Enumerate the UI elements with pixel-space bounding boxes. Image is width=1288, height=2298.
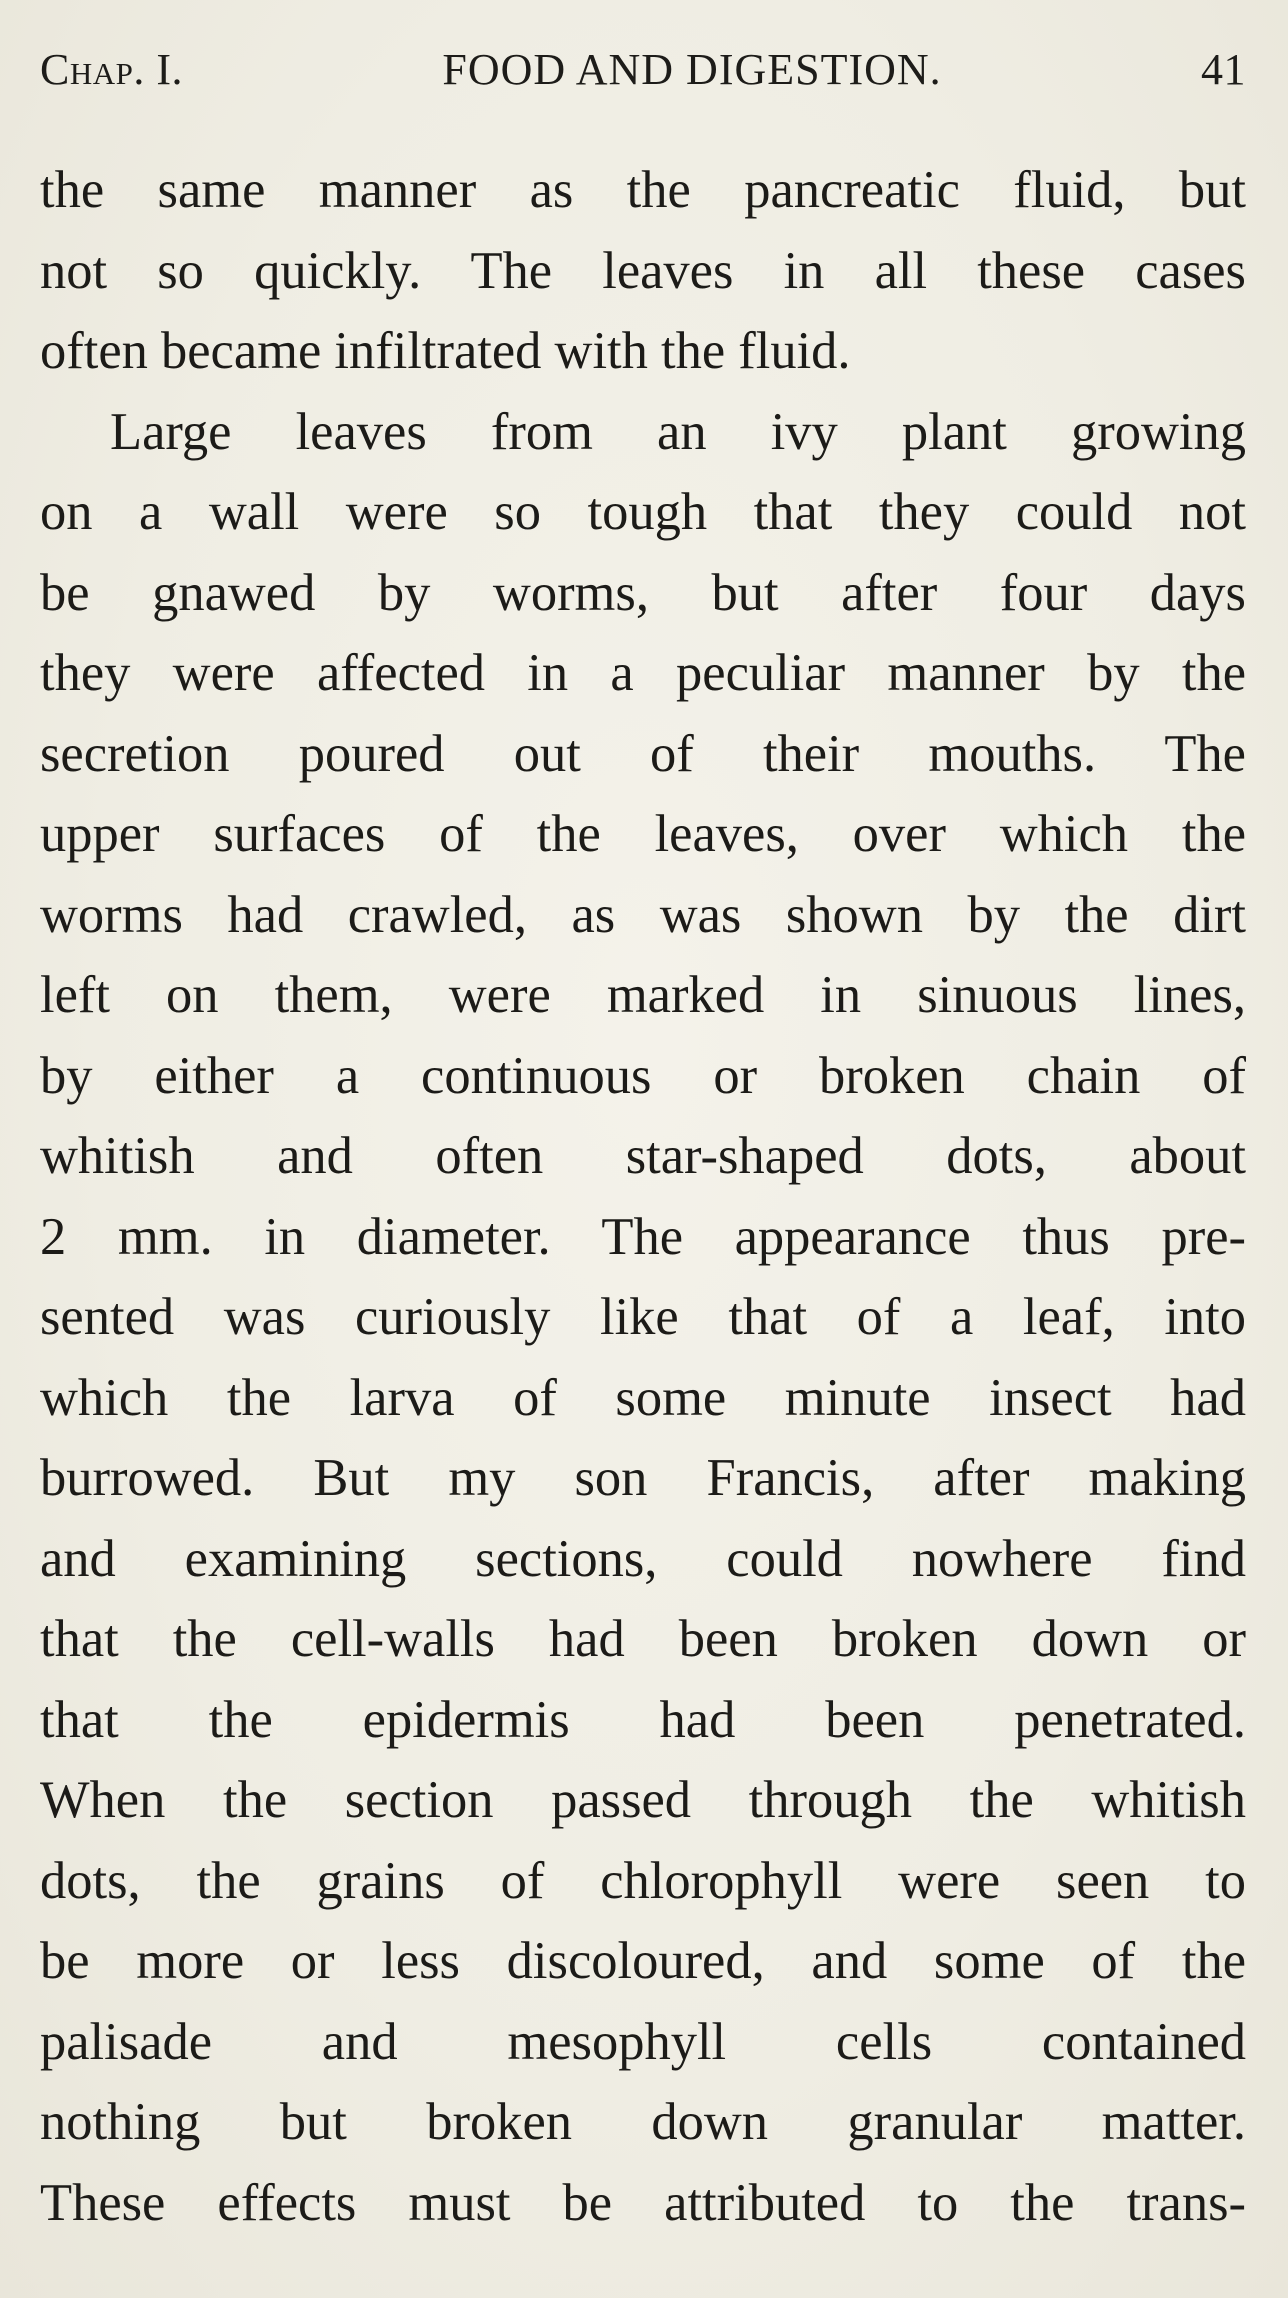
text-line: These effects must be attributed to the trans- xyxy=(40,2173,1246,2232)
text-line: sented was curiously like that of a leaf, into xyxy=(40,1288,1246,1346)
text-line: be more or less discoloured, and some of the xyxy=(40,1932,1246,1990)
text-line: which the larva of some minute insect had xyxy=(40,1368,1246,1427)
text-line: palisade and mesophyll cells contained xyxy=(40,2012,1246,2071)
body-text xyxy=(40,150,1246,2243)
text-line: often became infiltrated with the fluid. xyxy=(40,322,851,380)
text-line: whitish and often star-shaped dots, about xyxy=(40,1127,1246,1185)
text-line: burrowed. But my son Francis, after making xyxy=(40,1449,1246,1507)
running-title: FOOD AND DIGESTION. xyxy=(442,45,942,94)
text-line: left on them, were marked in sinuous lines, xyxy=(40,966,1246,1024)
text-line: and examining sections, could nowhere find xyxy=(40,1529,1246,1588)
text-line: be gnawed by worms, but after four days xyxy=(40,563,1246,622)
text-line: not so quickly. The leaves in all these cases xyxy=(40,241,1246,300)
text-line: secretion poured out of their mouths. The xyxy=(40,724,1246,783)
text-line: 2 mm. in diameter. The appearance thus pre- xyxy=(40,1207,1246,1266)
text-line: When the section passed through the whitish xyxy=(40,1771,1246,1829)
text-line: by either a continuous or broken chain of xyxy=(40,1046,1246,1105)
text-line: on a wall were so tough that they could not xyxy=(40,483,1246,541)
text-line: dots, the grains of chlorophyll were seen to xyxy=(40,1851,1246,1910)
text-line: nothing but broken down granular matter. xyxy=(40,2093,1246,2151)
text-line: worms had crawled, as was shown by the dirt xyxy=(40,885,1246,944)
text-line: Large leaves from an ivy plant growing xyxy=(110,402,1246,461)
page-number: 41 xyxy=(1201,45,1246,94)
text-line: that the epidermis had been penetrated. xyxy=(40,1690,1246,1749)
text-line: the same manner as the pancreatic fluid, but xyxy=(40,161,1246,219)
running-head xyxy=(40,44,1246,108)
chapter-label: Chap. I. xyxy=(40,45,184,94)
text-line: upper surfaces of the leaves, over which the xyxy=(40,805,1246,863)
text-line: that the cell-walls had been broken down or xyxy=(40,1610,1246,1668)
text-line: they were affected in a peculiar manner by the xyxy=(40,644,1246,702)
